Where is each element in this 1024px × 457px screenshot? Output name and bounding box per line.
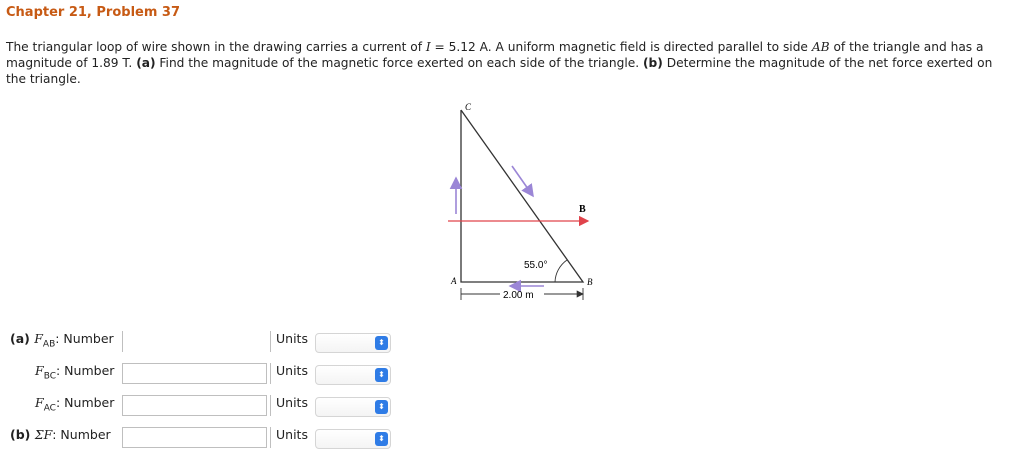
problem-statement: [6, 39, 1016, 87]
fbc-number-input[interactable]: [122, 363, 267, 384]
vertex-c-label: C: [465, 102, 472, 112]
problem-text: = 5.12 A. A uniform magnetic field is directed parallel to side: [430, 40, 812, 54]
fac-units-select[interactable]: [315, 397, 391, 417]
problem-text: of the triangle and has a magnitude of 1.89 T.: [6, 40, 984, 70]
vertex-b-label: B: [587, 277, 593, 287]
current-arrow-cb: [512, 166, 533, 196]
fbc-units-select[interactable]: [315, 365, 391, 385]
units-separator: [270, 395, 271, 416]
units-label: Units: [276, 427, 308, 442]
current-symbol: I: [425, 40, 431, 54]
select-arrows-icon[interactable]: ⬍: [375, 432, 388, 446]
net-force-number-input[interactable]: [122, 427, 267, 448]
part-b-label: (b): [642, 56, 663, 70]
select-arrows-icon[interactable]: ⬍: [375, 336, 388, 350]
page-title: Chapter 21, Problem 37: [6, 5, 181, 20]
length-label: 2.00 m: [503, 290, 534, 301]
answer-row-net-force: [0, 427, 420, 457]
net-force-units-select[interactable]: [315, 429, 391, 449]
units-separator: [270, 363, 271, 384]
triangle-loop-diagram: [440, 98, 610, 313]
triangle-wire: [461, 110, 583, 282]
side-symbol: AB: [811, 40, 830, 54]
select-arrows-icon[interactable]: ⬍: [375, 400, 388, 414]
answer-label: (a) $F_{AB}$: Number: [10, 331, 114, 350]
units-separator: [270, 427, 271, 448]
problem-text: The triangular loop of wire shown in the drawing carries a current of: [6, 40, 426, 54]
answer-label: (b) ΣF: Number: [10, 427, 111, 442]
units-label: Units: [276, 395, 308, 410]
angle-label: 55.0°: [524, 260, 548, 271]
vertex-a-label: A: [451, 276, 457, 286]
problem-text: Find the magnitude of the magnetic force exerted on each side of the triangle.: [155, 56, 643, 70]
fab-units-select[interactable]: [315, 333, 391, 353]
field-label: B⃗: [579, 204, 594, 215]
answer-row-fab: [0, 331, 420, 361]
angle-arc: [555, 260, 567, 282]
units-separator: [270, 331, 271, 352]
answer-row-fbc: [0, 363, 420, 393]
answer-label: $F_{AC}$: Number: [35, 395, 115, 414]
units-label: Units: [276, 363, 308, 378]
select-arrows-icon[interactable]: ⬍: [375, 368, 388, 382]
part-a-label: (a): [136, 56, 156, 70]
fac-number-input[interactable]: [122, 395, 267, 416]
problem-text: Determine the magnitude of the net force exerted on the triangle.: [6, 56, 993, 86]
fab-number-input[interactable]: [122, 331, 267, 352]
answer-label: $F_{BC}$: Number: [35, 363, 115, 382]
answer-row-fac: [0, 395, 420, 425]
units-label: Units: [276, 331, 308, 346]
